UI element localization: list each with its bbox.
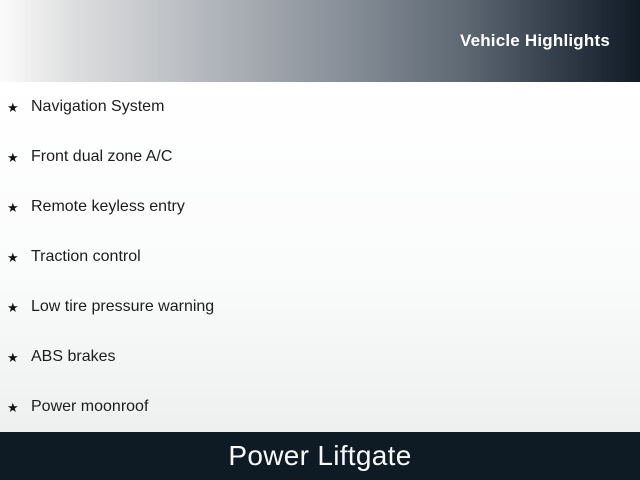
feature-label: Front dual zone A/C: [31, 148, 173, 165]
feature-label: ABS brakes: [31, 348, 116, 365]
star-bullet-icon: ★: [7, 249, 19, 265]
star-bullet-icon: ★: [7, 349, 19, 365]
footer-title: Power Liftgate: [228, 440, 412, 471]
feature-row: [0, 82, 640, 132]
star-bullet-icon: ★: [7, 199, 19, 215]
star-bullet-icon: ★: [7, 149, 19, 165]
footer-bar: [0, 432, 640, 480]
feature-row: [0, 182, 640, 232]
feature-row: [0, 232, 640, 282]
feature-label: Remote keyless entry: [31, 198, 185, 215]
header-bar: [0, 0, 640, 82]
star-bullet-icon: ★: [7, 99, 19, 115]
feature-row: [0, 132, 640, 182]
feature-label: Navigation System: [31, 98, 165, 115]
star-bullet-icon: ★: [7, 299, 19, 315]
feature-label: Traction control: [31, 248, 141, 265]
feature-row: [0, 332, 640, 382]
feature-list: [0, 82, 640, 432]
feature-label: Power moonroof: [31, 398, 149, 415]
header-title: Vehicle Highlights: [459, 31, 610, 50]
feature-label: Low tire pressure warning: [31, 298, 215, 315]
feature-row: [0, 382, 640, 432]
feature-row: [0, 282, 640, 332]
star-bullet-icon: ★: [7, 399, 19, 415]
